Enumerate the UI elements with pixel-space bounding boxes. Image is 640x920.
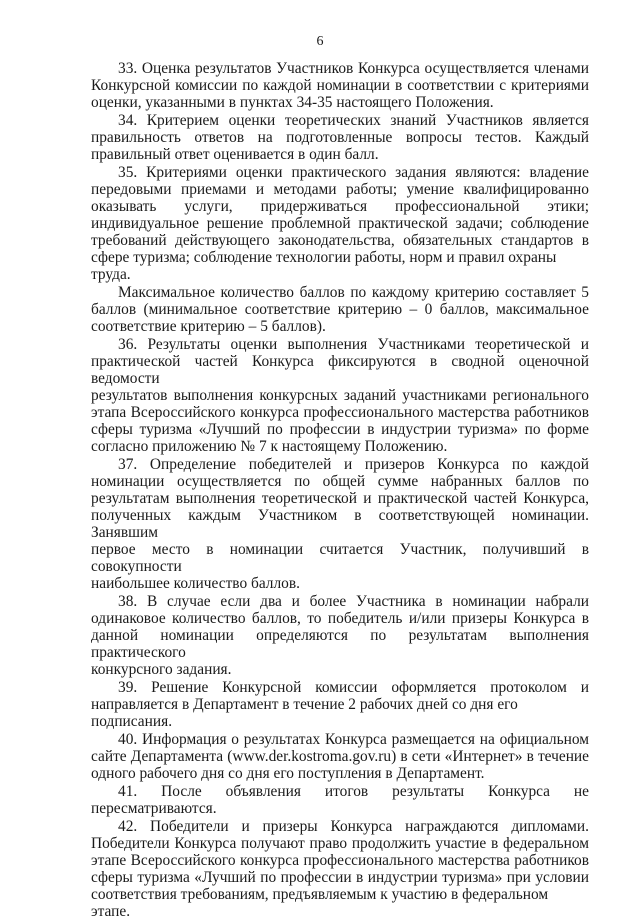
document-body — [91, 60, 589, 920]
paragraph-p38 — [91, 593, 589, 678]
paragraph-p33 — [91, 60, 589, 111]
text-line: 38. В случае если два и более Участника в номинации набрали — [118, 593, 589, 610]
text-line: Победители Конкурса получают право продолжить участие в федеральном — [91, 835, 589, 852]
text-line: сфере туризма; соблюдение технологии работы, норм и правил охраны труда. — [91, 249, 557, 283]
text-line: правильность ответов на подготовленные вопросы тестов. Каждый — [91, 129, 589, 146]
paragraph-p40 — [91, 731, 589, 782]
text-line: этапе Всероссийского конкурса профессионального мастерства работников — [91, 852, 589, 869]
paragraph-p34 — [91, 112, 589, 163]
text-line: первое место в номинации считается Участник, получивший в совокупности — [91, 541, 589, 575]
paragraph-p36 — [91, 336, 589, 455]
text-line: 34. Критерием оценки теоретических знаний Участников является — [118, 112, 589, 129]
text-line: правильный ответ оценивается в один балл. — [91, 146, 379, 163]
text-line: передовыми приемами и методами работы; умение квалифицированно — [91, 181, 589, 198]
text-line: конкурсного задания. — [91, 661, 232, 678]
text-line: 36. Результаты оценки выполнения Участниками теоретической и — [118, 336, 589, 353]
text-line: соответствия требованиям, предъявляемым к участию в федеральном этапе. — [91, 886, 549, 920]
text-line: направляется в Департамент в течение 2 рабочих дней со дня его подписания. — [91, 696, 518, 730]
text-line: одинаковое количество баллов, то победитель и/или призеры Конкурса в — [91, 610, 589, 627]
paragraph-p41 — [91, 783, 589, 817]
text-line: 41. После объявления итогов результаты Конкурса не — [118, 783, 589, 800]
text-line: 40. Информация о результатах Конкурса размещается на официальном — [118, 731, 589, 748]
page-number: 6 — [316, 34, 324, 49]
text-line: Максимальное количество баллов по каждому критерию составляет 5 — [118, 284, 589, 301]
text-line: 35. Критериями оценки практического задания являются: владение — [118, 164, 589, 181]
text-line: этапа Всероссийского конкурса профессионального мастерства работников — [91, 404, 589, 421]
text-line: баллов (минимальное соответствие критерию – 0 баллов, максимальное — [91, 301, 589, 318]
text-line: сферы туризма «Лучший по профессии в индустрии туризма» при условии — [91, 869, 589, 886]
text-line: сферы туризма «Лучший по профессии в индустрии туризма» по форме — [91, 421, 589, 438]
paragraph-p35b — [91, 284, 589, 335]
paragraph-p35 — [91, 164, 589, 283]
paragraph-p37 — [91, 456, 589, 592]
text-line: результатов выполнения конкурсных заданий участниками регионального — [91, 387, 589, 404]
text-line: 33. Оценка результатов Участников Конкурса осуществляется членами — [118, 60, 589, 77]
text-line: 42. Победители и призеры Конкурса награждаются дипломами. — [118, 818, 589, 835]
text-line: требований действующего законодательства, обязательных стандартов в — [91, 232, 589, 249]
text-line: одного рабочего дня со дня его поступления в Департамент. — [91, 765, 485, 782]
text-line: согласно приложению № 7 к настоящему Положению. — [91, 438, 448, 455]
text-line: полученных каждым Участником в соответствующей номинации. Занявшим — [91, 507, 589, 541]
text-line: индивидуальное решение проблемной практической задачи; соблюдение — [91, 215, 589, 232]
paragraph-p39 — [91, 679, 589, 730]
text-line: номинации осуществляется по общей сумме набранных баллов по — [91, 473, 589, 490]
text-line: данной номинации определяются по результатам выполнения практического — [91, 627, 589, 661]
text-line: практической частей Конкурса фиксируются в сводной оценочной ведомости — [91, 353, 589, 387]
text-line: сайте Департамента (www.der.kostroma.gov.ru) в сети «Интернет» в течение — [91, 748, 589, 765]
text-line: 39. Решение Конкурсной комиссии оформляется протоколом и — [118, 679, 589, 696]
text-line: пересматриваются. — [91, 800, 217, 817]
text-line: результатам выполнения теоретической и практической частей Конкурса, — [91, 490, 589, 507]
text-line: 37. Определение победителей и призеров Конкурса по каждой — [118, 456, 589, 473]
text-line: соответствие критерию – 5 баллов). — [91, 318, 326, 335]
text-line: оценки, указанными в пунктах 34-35 настоящего Положения. — [91, 94, 494, 111]
text-line: оказывать услуги, придерживаться профессиональной этики; — [91, 198, 589, 215]
text-line: наибольшее количество баллов. — [91, 575, 300, 592]
text-line: Конкурсной комиссии по каждой номинации в соответствии с критериями — [91, 77, 589, 94]
